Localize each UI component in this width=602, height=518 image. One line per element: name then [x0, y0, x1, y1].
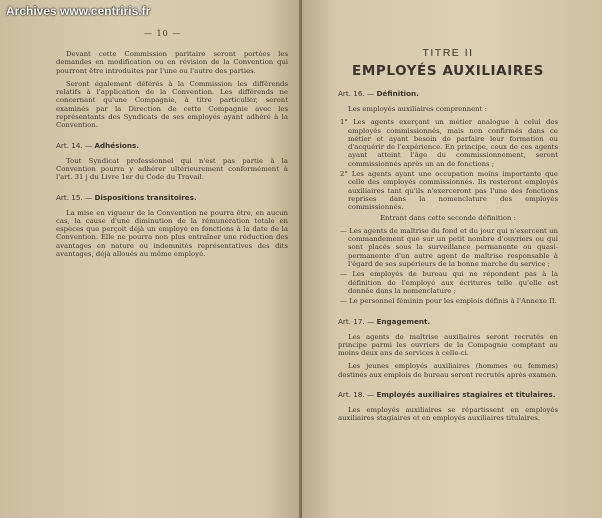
article-title: Engagement.: [376, 316, 431, 326]
paragraph: Les employés auxiliaires se répartissent en employés auxiliaires stagiaires et en employés auxiliaires titulaires.: [338, 406, 558, 423]
article-number: Art. 14. —: [56, 140, 93, 150]
article-title: Employés auxiliaires stagiaires et titulaires.: [376, 390, 556, 400]
article-heading-14: [56, 141, 288, 150]
article-number: Art. 18. —: [338, 390, 375, 400]
paragraph: Entrant dans cette seconde définition :: [380, 213, 516, 222]
paragraph: Les agents de maîtrise auxiliaires seront recrutés en principe parmi les ouvriers de la Compagnie comptant au moins deux ans de services à celle-ci.: [338, 332, 558, 358]
right-page: [302, 0, 602, 518]
paragraph: Les jeunes employés auxiliaires (hommes ou femmes) destinés aux emplois de bureau seront recrutés après examen.: [338, 362, 558, 379]
article-heading-18: [338, 390, 558, 399]
article-title: Adhésions.: [94, 140, 139, 150]
paragraph: Devant cette Commission paritaire seront portées les demandes en modification ou en révision de la Convention qui pourront être introduites par l'une ou l'autre des parties.: [56, 50, 288, 75]
article-heading-16: [338, 89, 558, 98]
section-label: TITRE II: [422, 47, 474, 59]
list-item: 2° Les agents ayant une occupation moins importante que celle des employés commissionnés. Ils resteront employés auxiliaires tant qu'ils n'exerceront pas l'une des fonctions reprises dans la nomenclature des employés commissionnés.: [340, 170, 558, 212]
article-heading-15: [56, 193, 288, 202]
paragraph: La mise en vigueur de la Convention ne pourra être, en aucun cas, la cause d'une diminution de la rémunération totale en espèces que perçoit déjà un employé en fonctions à la date de la Convention. Elle ne pourra non plus entraîner une réduction des avantages en nature ou indemnités représentatives des dits avantages, déjà alloués au même employé.: [56, 208, 288, 259]
article-title: Définition.: [376, 89, 419, 98]
page-number: — 10 —: [144, 29, 182, 38]
list-item: — Les employés de bureau qui ne répondent pas à la définition de l'employé aux écritures telle qu'elle est donnée dans la nomenclature ;: [340, 270, 558, 295]
paragraph: Les employés auxiliaires comprennent :: [348, 105, 487, 113]
article-number: Art. 15. —: [56, 192, 93, 202]
section-title: EMPLOYÉS AUXILIAIRES: [352, 63, 544, 79]
article-title: Dispositions transitoires.: [94, 192, 197, 202]
watermark: Archives www.centriris.fr: [6, 4, 151, 18]
paragraph: Seront également déférés à la Commission les différends relatifs à l'application de la Convention. Les différends ne concernant qu'une Compagnie, à titre particulier, seront examinés par la Direction de cette Compagnie avec les représentants des Syndicats de ses employés ayant adhéré à la Convention.: [56, 79, 288, 130]
list-item: — Le personnel féminin pour les emplois définis à l'Annexe II.: [340, 297, 557, 306]
article-number: Art. 17. —: [338, 316, 375, 326]
article-heading-17: [338, 317, 558, 326]
article-number: Art. 16. —: [338, 89, 375, 98]
paragraph: Tout Syndicat professionnel qui n'est pas partie à la Convention pourra y adhérer ultérieurement conformément à l'art. 31 j du Livre 1er du Code du Travail.: [56, 156, 288, 182]
list-item: 1° Les agents exerçant un métier analogue à celui des employés commissionnés, mais non confirmés dans ce métier et ayant besoin de parfaire leur formation ou d'acquérir de l'expérience. En principe, ceux de ces agents ayant atteint l'âge du commissionnement, seront commissionnés après un an de fonctions ;: [340, 118, 558, 168]
list-item: — Les agents de maîtrise du fond et du jour qui n'exercent un commandement que sur un petit nombre d'ouvriers ou qui sont placés sous la surveillance permanente ou quasi-permanente d'un autre agent de maîtrise responsable à l'égard de ses supérieurs de la bonne marche du service ;: [340, 226, 558, 269]
